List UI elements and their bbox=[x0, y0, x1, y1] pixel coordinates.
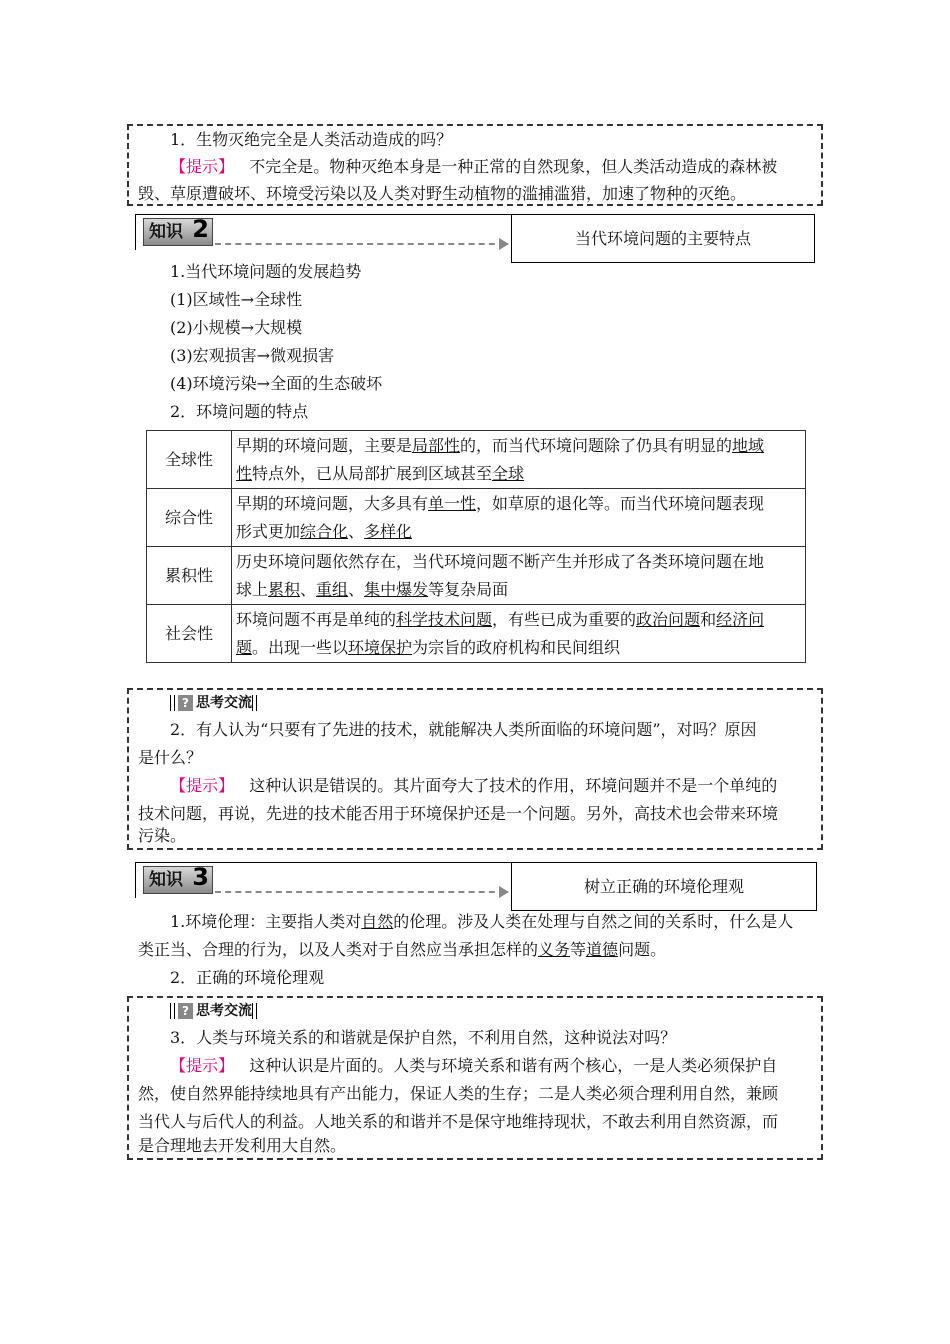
knowledge-tag: 知识 2 bbox=[143, 218, 213, 246]
row-desc: 环境问题不再是单纯的科学技术问题，有些已成为重要的政治问题和经济问 题。出现一些以环境保护为宗旨的政府机构和民间组织 bbox=[232, 605, 806, 663]
answer-3-line-3: 当代人与后代人的利益。人地关系的和谐并不是保守地维持现状，不敢去利用自然资源，而 bbox=[138, 1112, 779, 1131]
dashed-arrow-icon bbox=[215, 243, 505, 245]
think-exchange-label: ? 思考交流 bbox=[170, 1000, 257, 1022]
trend-item-1: (1)区域性→全球性 bbox=[170, 290, 303, 309]
row-key: 综合性 bbox=[147, 489, 232, 547]
bar-icon bbox=[170, 695, 175, 711]
trend-item-3: (3)宏观损害→微观损害 bbox=[170, 346, 335, 365]
question-mark-icon: ? bbox=[178, 1003, 193, 1019]
think-exchange-label: ? 思考交流 bbox=[170, 692, 257, 714]
features-table bbox=[146, 430, 806, 663]
answer-2-line-1 bbox=[170, 772, 777, 800]
answer-3-line-4: 是合理地去开发利用大自然。 bbox=[138, 1136, 347, 1155]
ethics-heading-2: 2．正确的环境伦理观 bbox=[170, 968, 325, 987]
header-rule-left bbox=[135, 862, 136, 898]
row-key: 全球性 bbox=[147, 431, 232, 489]
answer-1-line-1 bbox=[170, 153, 777, 181]
bar-icon bbox=[170, 1003, 175, 1019]
dashed-arrow-icon bbox=[215, 891, 505, 893]
tip-label: 【提示】 bbox=[170, 1056, 235, 1075]
answer-2-line-2: 技术问题，再说，先进的技术能否用于环境保护还是一个问题。另外，高技术也会带来环境 bbox=[138, 804, 779, 823]
features-heading: 2．环境问题的特点 bbox=[170, 402, 309, 421]
table-row bbox=[147, 547, 806, 605]
table-row bbox=[147, 489, 806, 547]
answer-text: 这种认识是片面的。人类与环境关系和谐有两个核心，一是人类必须保护自 bbox=[249, 1056, 778, 1075]
knowledge-tag: 知识 3 bbox=[143, 866, 213, 894]
ethics-line-2: 类正当、合理的行为，以及人类对于自然应当承担怎样的义务等道德问题。 bbox=[138, 940, 667, 959]
header-rule-left bbox=[135, 214, 136, 250]
bar-icon bbox=[252, 695, 257, 711]
row-desc: 历史环境问题依然存在，当代环境问题不断产生并形成了各类环境问题在地 球上累积、重组、集中爆发等复杂局面 bbox=[232, 547, 806, 605]
bar-icon bbox=[252, 1003, 257, 1019]
trend-item-2: (2)小规模→大规模 bbox=[170, 318, 303, 337]
question-3: 3．人类与环境关系的和谐就是保护自然，不利用自然，这种说法对吗？ bbox=[170, 1028, 677, 1047]
section-title: 当代环境问题的主要特点 bbox=[511, 214, 815, 263]
row-key: 累积性 bbox=[147, 547, 232, 605]
answer-text: 不完全是。物种灭绝本身是一种正常的自然现象，但人类活动造成的森林被 bbox=[249, 157, 778, 176]
tip-label: 【提示】 bbox=[170, 157, 235, 176]
table-row bbox=[147, 431, 806, 489]
row-key: 社会性 bbox=[147, 605, 232, 663]
answer-2-line-3: 污染。 bbox=[138, 826, 187, 845]
knowledge-3-header bbox=[135, 862, 815, 912]
row-desc: 早期的环境问题，大多具有单一性，如草原的退化等。而当代环境问题表现 形式更加综合化、多样化 bbox=[232, 489, 806, 547]
question-2-line-2: 是什么？ bbox=[138, 748, 203, 767]
answer-3-line-1 bbox=[170, 1052, 777, 1080]
question-mark-icon: ? bbox=[178, 695, 193, 711]
section-title: 树立正确的环境伦理观 bbox=[511, 862, 817, 911]
knowledge-2-header bbox=[135, 214, 815, 264]
answer-text: 这种认识是错误的。其片面夸大了技术的作用，环境问题并不是一个单纯的 bbox=[249, 776, 778, 795]
question-2-line-1: 2．有人认为“只要有了先进的技术，就能解决人类所面临的环境问题”，对吗？原因 bbox=[170, 720, 757, 739]
ethics-line-1: 1.环境伦理：主要指人类对自然的伦理。涉及人类在处理与自然之间的关系时，什么是人 bbox=[170, 912, 794, 931]
answer-1-line-2: 毁、草原遭破坏、环境受污染以及人类对野生动植物的滥捕滥猎，加速了物种的灭绝。 bbox=[138, 184, 747, 203]
trend-heading: 1.当代环境问题的发展趋势 bbox=[170, 262, 362, 281]
table-row bbox=[147, 605, 806, 663]
trend-item-4: (4)环境污染→全面的生态破坏 bbox=[170, 374, 383, 393]
row-desc: 早期的环境问题，主要是局部性的，而当代环境问题除了仍具有明显的地域 性特点外，已从局部扩展到区域甚至全球 bbox=[232, 431, 806, 489]
question-1: 1．生物灭绝完全是人类活动造成的吗？ bbox=[170, 130, 453, 149]
tip-label: 【提示】 bbox=[170, 776, 235, 795]
answer-3-line-2: 然，使自然界能持续地具有产出能力，保证人类的生存；二是人类必须合理利用自然，兼顾 bbox=[138, 1084, 779, 1103]
